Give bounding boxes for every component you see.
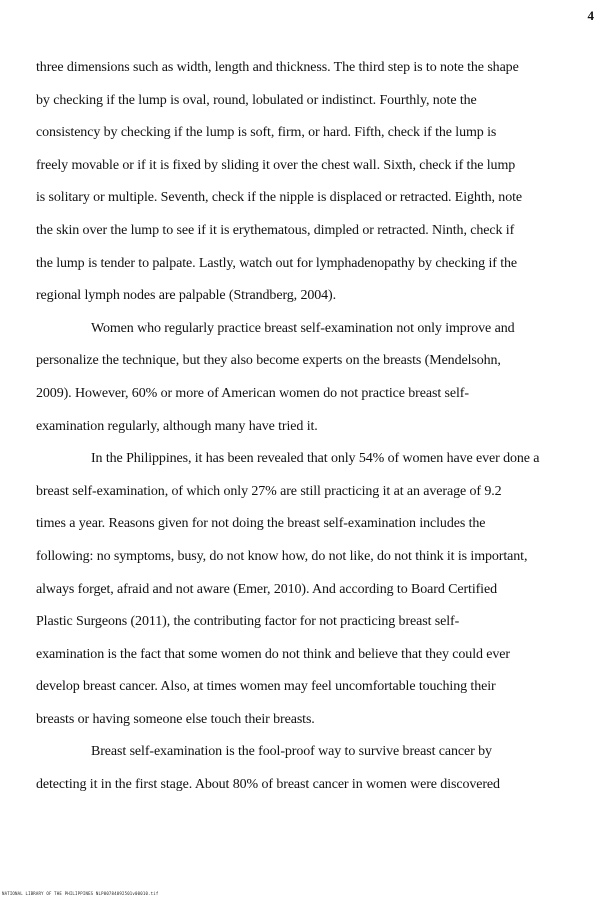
text-line: regional lymph nodes are palpable (Strandberg, 2004). [36, 288, 337, 304]
paragraph-first-line: Women who regularly practice breast self-examination not only improve and [91, 320, 515, 336]
paragraph-first-line: In the Philippines, it has been revealed that only 54% of women have ever done a [91, 451, 540, 467]
text-line: freely movable or if it is fixed by sliding it over the chest wall. Sixth, check if the lump [36, 157, 516, 173]
text-line: following: no symptoms, busy, do not know how, do not like, do not think it is important, [36, 548, 528, 564]
text-line: the skin over the lump to see if it is erythematous, dimpled or retracted. Ninth, check if [36, 222, 515, 238]
archive-footer-stamp: NATIONAL LIBRARY OF THE PHILIPPINES NLP00784092501v00010.tif [2, 891, 159, 896]
body-text [36, 52, 582, 802]
text-line: examination is the fact that some women do not think and believe that they could ever [36, 646, 510, 662]
text-line: develop breast cancer. Also, at times women may feel uncomfortable touching their [36, 679, 496, 695]
text-line: breasts or having someone else touch their breasts. [36, 711, 315, 727]
text-line: always forget, afraid and not aware (Emer, 2010). And according to Board Certified [36, 581, 497, 597]
text-line: Plastic Surgeons (2011), the contributing factor for not practicing breast self- [36, 614, 460, 630]
text-line: examination regularly, although many have tried it. [36, 418, 318, 434]
text-line: times a year. Reasons given for not doing the breast self-examination includes the [36, 516, 486, 532]
text-line: the lump is tender to palpate. Lastly, watch out for lymphadenopathy by checking if the [36, 255, 518, 271]
text-line: consistency by checking if the lump is soft, firm, or hard. Fifth, check if the lump is [36, 125, 497, 141]
text-line: three dimensions such as width, length and thickness. The third step is to note the shape [36, 60, 519, 75]
text-line: by checking if the lump is oval, round, lobulated or indistinct. Fourthly, note the [36, 92, 477, 108]
text-line: 2009). However, 60% or more of American women do not practice breast self- [36, 385, 469, 401]
page-number: 4 [587, 8, 594, 23]
text-line: detecting it in the first stage. About 80% of breast cancer in women were discovered [36, 777, 500, 793]
text-line: is solitary or multiple. Seventh, check if the nipple is displaced or retracted. Eighth, note [36, 190, 523, 206]
paragraph-first-line: Breast self-examination is the fool-proof way to survive breast cancer by [91, 744, 492, 760]
text-line: personalize the technique, but they also become experts on the breasts (Mendelsohn, [36, 353, 501, 369]
text-line: breast self-examination, of which only 27% are still practicing it at an average of 9.2 [36, 483, 502, 499]
